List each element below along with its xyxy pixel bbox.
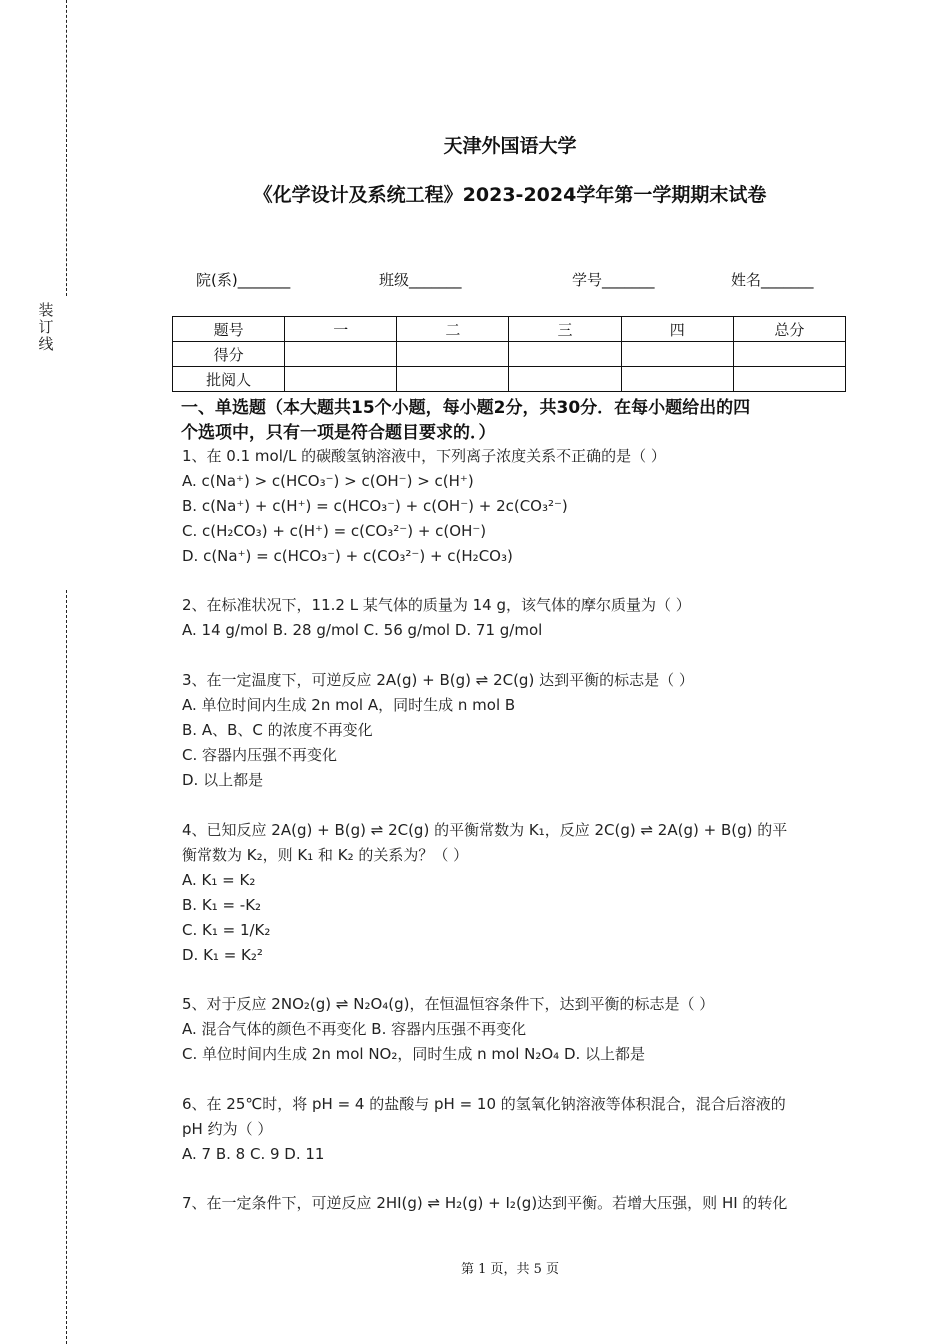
question-6 xyxy=(182,1092,842,1167)
score-table-header-cell: 题号 xyxy=(173,317,285,342)
question-stem: 1、在 0.1 mol/L 的碳酸氢钠溶液中，下列离子浓度关系不正确的是（ ） xyxy=(182,447,666,465)
section-heading xyxy=(181,396,841,446)
question-stem: 4、已知反应 2A(g) + B(g) ⇌ 2C(g) 的平衡常数为 K₁，反应 2C(g) ⇌ 2A(g) + B(g) 的平 xyxy=(182,821,788,839)
question-stem-cont: pH 约为（ ） xyxy=(182,1120,273,1138)
option-b: B. A、B、C 的浓度不再变化 xyxy=(182,721,373,739)
score-table-header-cell: 总分 xyxy=(733,317,845,342)
question-stem: 2、在标准状况下，11.2 L 某气体的质量为 14 g，该气体的摩尔质量为（ ） xyxy=(182,596,691,614)
department-field: 院(系)_______ xyxy=(196,271,291,289)
score-cell xyxy=(733,342,845,367)
section-heading-line: 个选项中，只有一项是符合题目要求的．） xyxy=(181,423,496,443)
question-stem: 5、对于反应 2NO₂(g) ⇌ N₂O₄(g)，在恒温恒容条件下，达到平衡的标志是（ ） xyxy=(182,995,715,1013)
option-c: C. c(H₂CO₃) + c(H⁺) = c(CO₃²⁻) + c(OH⁻) xyxy=(182,522,487,540)
grader-cell xyxy=(397,367,509,392)
question-stem: 7、在一定条件下，可逆反应 2HI(g) ⇌ H₂(g) + I₂(g)达到平衡。若增大压强，则 HI 的转化 xyxy=(182,1194,788,1212)
question-2 xyxy=(182,593,842,643)
exam-title: 《化学设计及系统工程》2023-2024学年第一学期期末试卷 xyxy=(253,184,767,206)
score-table-row xyxy=(173,367,846,392)
grader-cell xyxy=(285,367,397,392)
binding-dashed-line-bottom xyxy=(66,590,67,1344)
option-d: D. c(Na⁺) = c(HCO₃⁻) + c(CO₃²⁻) + c(H₂CO₃) xyxy=(182,547,513,565)
question-5 xyxy=(182,992,842,1067)
option-c: C. 容器内压强不再变化 xyxy=(182,746,338,764)
option-a: A. 单位时间内生成 2n mol A，同时生成 n mol B xyxy=(182,696,516,714)
score-cell xyxy=(621,342,733,367)
option-a: A. c(Na⁺) > c(HCO₃⁻) > c(OH⁻) > c(H⁺) xyxy=(182,472,474,490)
option-c: C. K₁ = 1/K₂ xyxy=(182,921,271,939)
score-table-row xyxy=(173,342,846,367)
question-stem: 3、在一定温度下，可逆反应 2A(g) + B(g) ⇌ 2C(g) 达到平衡的标志是（ ） xyxy=(182,671,694,689)
student-id-field: 学号_______ xyxy=(572,271,655,289)
grader-cell xyxy=(733,367,845,392)
score-cell xyxy=(509,342,621,367)
grader-row-label: 批阅人 xyxy=(173,367,285,392)
score-table xyxy=(172,316,846,392)
question-1 xyxy=(182,444,842,569)
class-field: 班级_______ xyxy=(379,271,462,289)
score-table-header-cell: 一 xyxy=(285,317,397,342)
binding-line-label: 装订线 xyxy=(38,301,54,353)
score-cell xyxy=(397,342,509,367)
options-line: A. 7 B. 8 C. 9 D. 11 xyxy=(182,1145,325,1163)
option-d: D. K₁ = K₂² xyxy=(182,946,263,964)
page-footer: 第 1 页，共 5 页 xyxy=(460,1262,560,1277)
student-info-row xyxy=(0,269,950,293)
options-line: A. 14 g/mol B. 28 g/mol C. 56 g/mol D. 71 g/mol xyxy=(182,621,543,639)
options-line: C. 单位时间内生成 2n mol NO₂，同时生成 n mol N₂O₄ D. 以上都是 xyxy=(182,1045,646,1063)
score-cell xyxy=(285,342,397,367)
option-d: D. 以上都是 xyxy=(182,771,264,789)
question-4 xyxy=(182,818,842,968)
options-line: A. 混合气体的颜色不再变化 B. 容器内压强不再变化 xyxy=(182,1020,527,1038)
section-heading-line: 一、单选题（本大题共15个小题，每小题2分，共30分．在每小题给出的四 xyxy=(181,398,751,418)
grader-cell xyxy=(509,367,621,392)
option-b: B. K₁ = -K₂ xyxy=(182,896,262,914)
score-table-header-cell: 三 xyxy=(509,317,621,342)
score-row-label: 得分 xyxy=(173,342,285,367)
name-field: 姓名_______ xyxy=(731,271,814,289)
question-3 xyxy=(182,668,842,793)
university-name: 天津外国语大学 xyxy=(443,135,577,157)
score-table-header-row xyxy=(173,317,846,342)
question-7 xyxy=(182,1191,842,1216)
grader-cell xyxy=(621,367,733,392)
option-a: A. K₁ = K₂ xyxy=(182,871,256,889)
question-stem-cont: 衡常数为 K₂，则 K₁ 和 K₂ 的关系为？（ ） xyxy=(182,846,469,864)
question-stem: 6、在 25℃时，将 pH = 4 的盐酸与 pH = 10 的氢氧化钠溶液等体积混合，混合后溶液的 xyxy=(182,1095,786,1113)
score-table-header-cell: 二 xyxy=(397,317,509,342)
score-table-header-cell: 四 xyxy=(621,317,733,342)
option-b: B. c(Na⁺) + c(H⁺) = c(HCO₃⁻) + c(OH⁻) + 2c(CO₃²⁻) xyxy=(182,497,568,515)
